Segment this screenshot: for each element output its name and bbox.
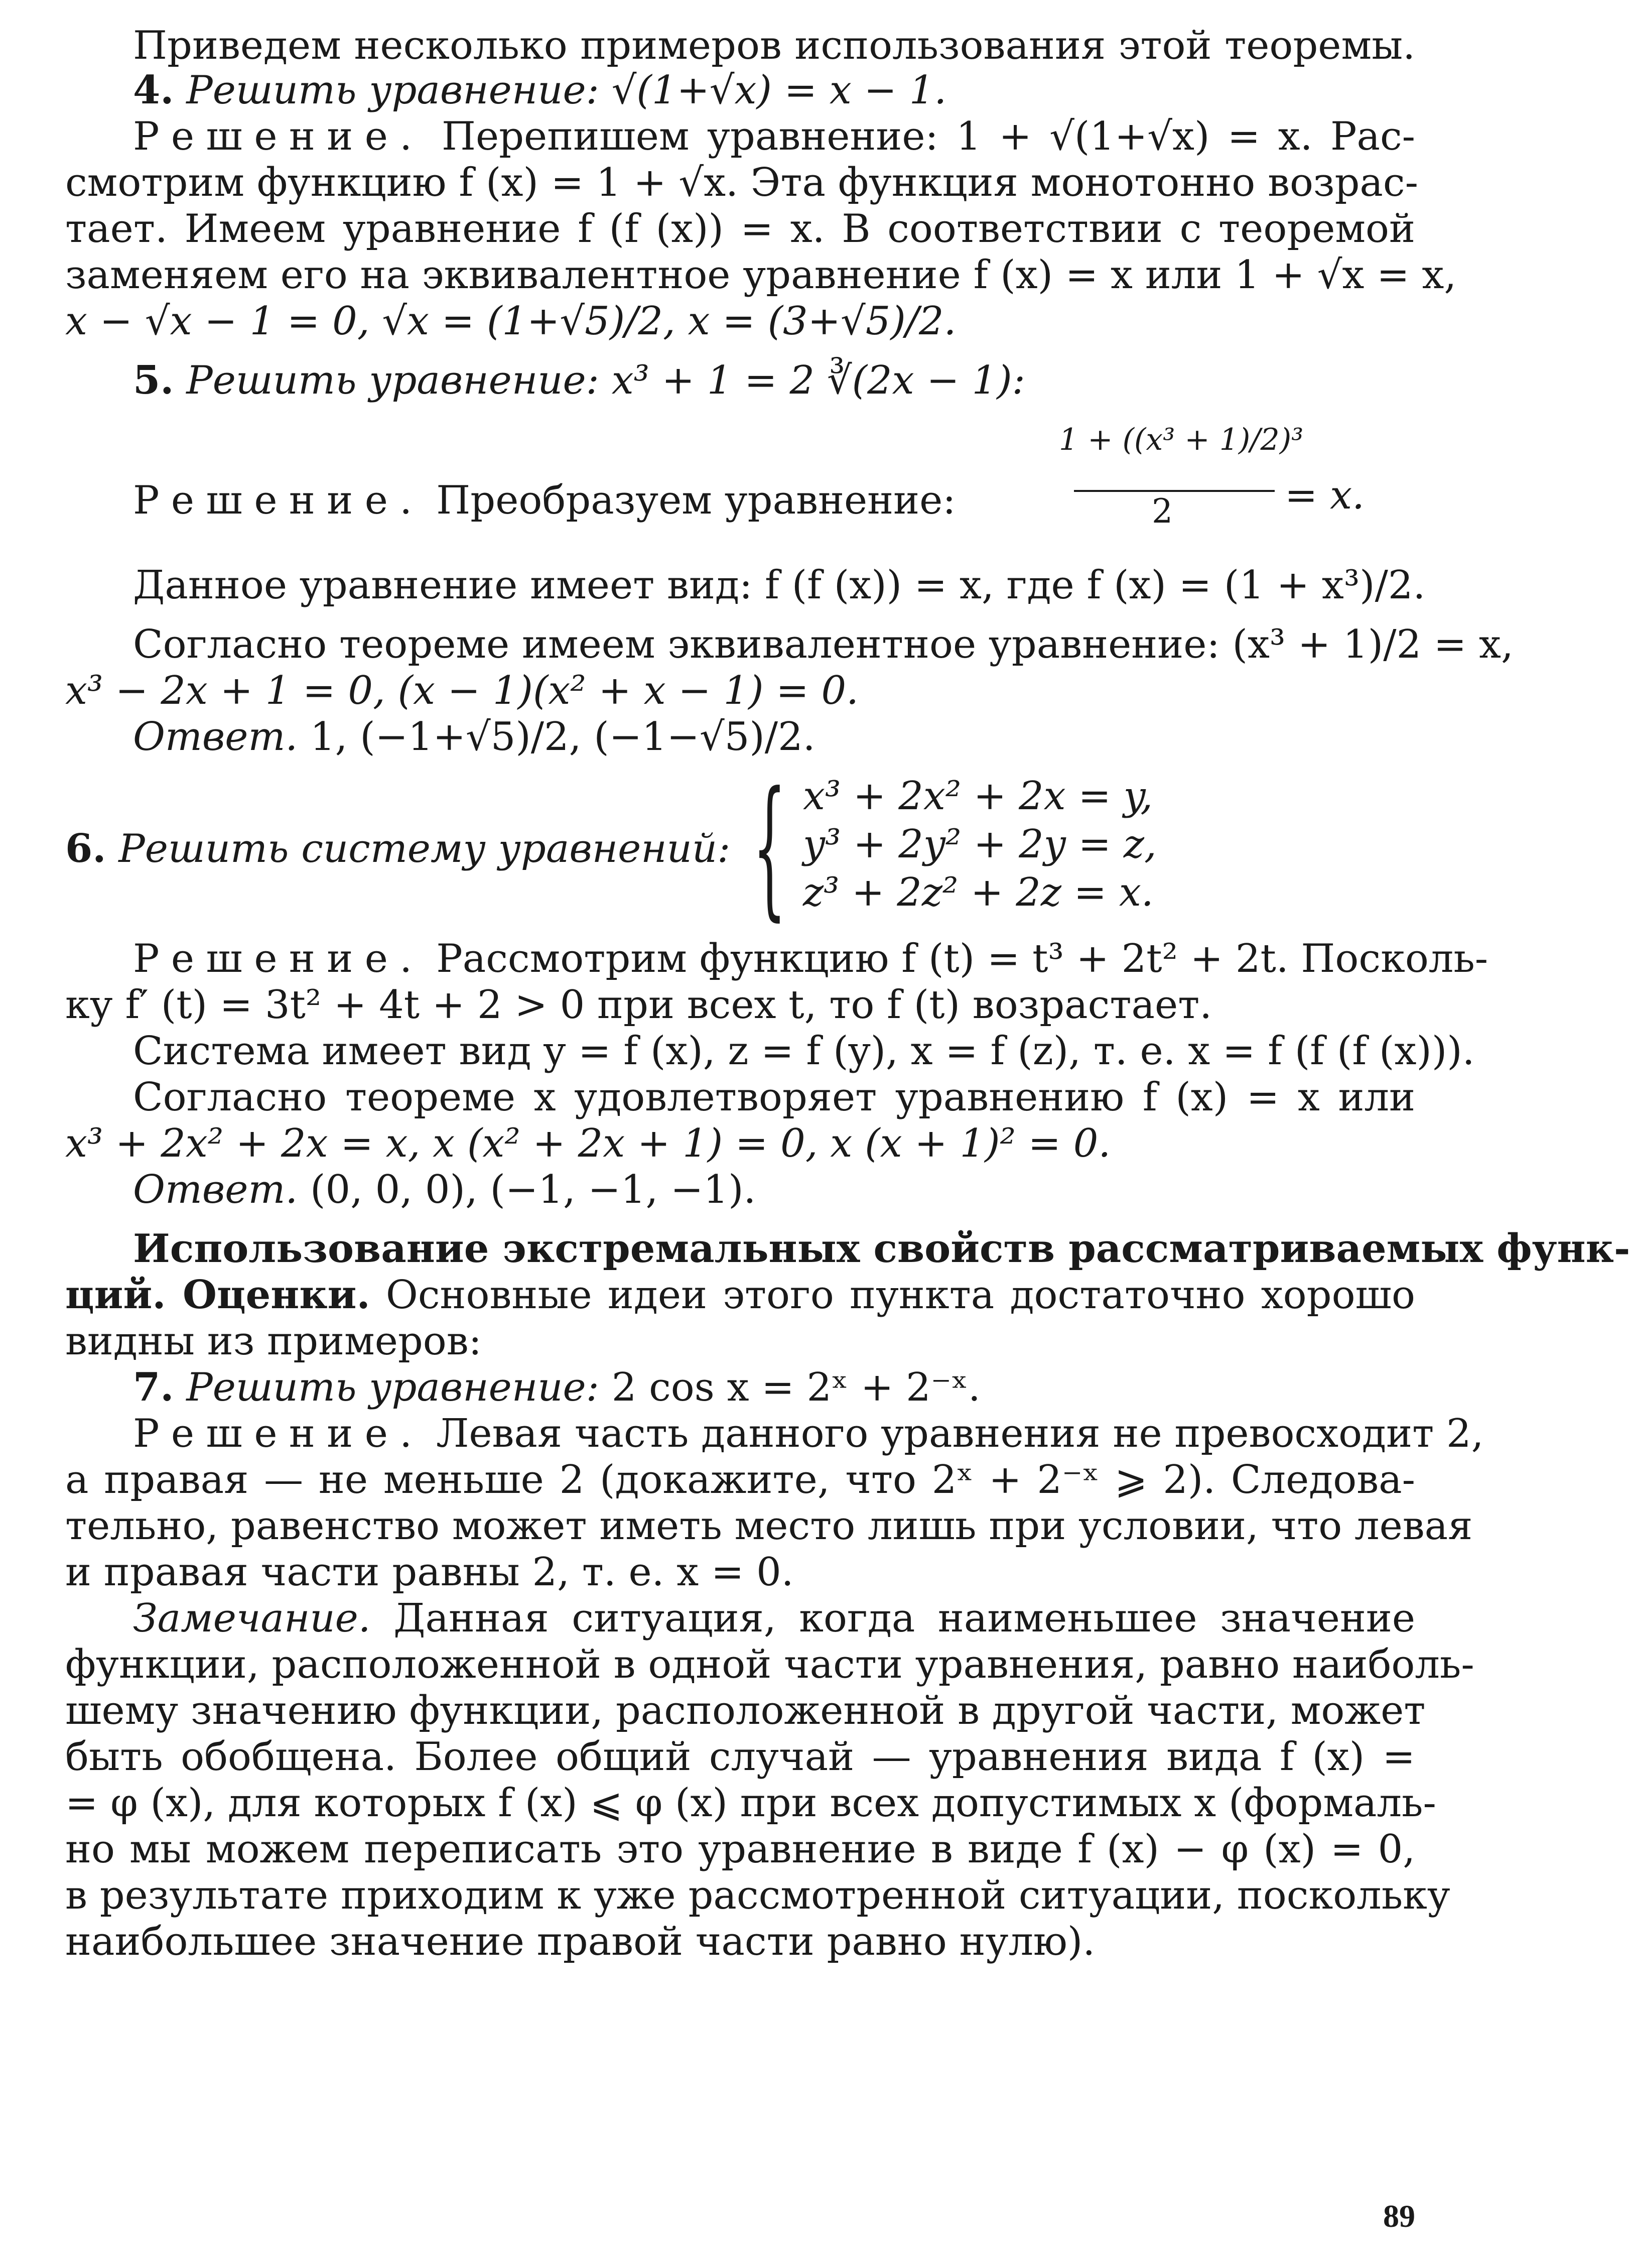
remark-line-3: шему значению функции, расположенной в другой части, может: [65, 1688, 1426, 1733]
section-heading-line-2: ций. Оценки. Основные идеи этого пункта достаточно хорошо: [65, 1272, 1416, 1318]
example-6-statement: [65, 760, 1415, 935]
example-7-solution-line-1: Решение. Левая часть данного уравнения не превосходит 2,: [133, 1411, 1484, 1456]
page-number: 89: [1383, 2198, 1415, 2234]
remark-line-7: в результате приходим к уже рассмотренной ситуации, поскольку: [65, 1873, 1450, 1918]
example-6-solution-line-4: Согласно теореме x удовлетворяет уравнению f (x) = x или: [133, 1075, 1415, 1120]
section-heading-line-1: Использование экстремальных свойств рассматриваемых функ-: [133, 1226, 1630, 1272]
remark-line-2: функции, расположенной в одной части уравнения, равно наиболь-: [65, 1642, 1474, 1687]
example-6-solution-line-5: x³ + 2x² + 2x = x, x (x² + 2x + 1) = 0, x (x + 1)² = 0.: [65, 1121, 1111, 1166]
example-6-answer: Ответ. (0, 0, 0), (−1, −1, −1).: [133, 1167, 756, 1212]
section-heading-line-3: видны из примеров:: [65, 1319, 482, 1364]
system-equation-2: y³ + 2y² + 2y = z,: [803, 822, 1157, 867]
example-5-transformed-equation: [65, 419, 1415, 549]
example-4-solution-line-1: Решение. Перепишем уравнение: 1 + √(1+√x) = x. Рас-: [133, 114, 1416, 159]
remark-line-6: но мы можем переписать это уравнение в виде f (x) − φ (x) = 0,: [65, 1827, 1415, 1872]
fraction-denominator: 2: [1152, 492, 1173, 531]
example-4-solution-line-4: заменяем его на эквивалентное уравнение f (x) = x или 1 + √x = x,: [65, 253, 1457, 298]
remark-line-8: наибольшее значение правой части равно нулю).: [65, 1919, 1096, 1964]
intro-line: Приведем несколько примеров использования этой теоремы.: [133, 23, 1415, 68]
system-equation-1: x³ + 2x² + 2x = y,: [803, 774, 1153, 819]
example-6-solution-line-2: ку f′ (t) = 3t² + 4t + 2 > 0 при всех t, то f (t) возрастает.: [65, 982, 1212, 1028]
example-5-statement: 5. Решить уравнение: x³ + 1 = 2 ∛(2x − 1):: [133, 357, 1025, 403]
example-5-answer: Ответ. 1, (−1+√5)/2, (−1−√5)/2.: [133, 714, 816, 760]
system-brace: {: [753, 760, 786, 935]
remark-line-1: Замечание. Данная ситуация, когда наименьшее значение: [133, 1596, 1416, 1641]
example-7-solution-line-2: а правая — не меньше 2 (докажите, что 2ˣ + 2⁻ˣ ⩾ 2). Следова-: [65, 1457, 1415, 1502]
example-7-solution-line-4: и правая части равны 2, т. е. x = 0.: [65, 1550, 794, 1595]
system-equation-3: z³ + 2z² + 2z = x.: [803, 870, 1154, 915]
fraction-bar: [1074, 490, 1275, 492]
example-5-line-factor: x³ − 2x + 1 = 0, (x − 1)(x² + x − 1) = 0.: [65, 668, 859, 713]
system-equations: [803, 772, 1157, 917]
example-5-line-form: Данное уравнение имеет вид: f (f (x)) = x, где f (x) = (1 + x³)/2.: [133, 563, 1426, 608]
example-7-statement: 7. Решить уравнение: 2 cos x = 2ˣ + 2⁻ˣ.: [133, 1364, 981, 1410]
example-5-solution-label: Решение. Преобразуем уравнение:: [133, 478, 956, 523]
remark-line-5: = φ (x), для которых f (x) ⩽ φ (x) при всех допустимых x (формаль-: [65, 1781, 1436, 1826]
example-6-solution-line-1: Решение. Рассмотрим функцию f (t) = t³ + 2t² + 2t. Посколь-: [133, 936, 1488, 981]
remark-line-4: быть обобщена. Более общий случай — уравнения вида f (x) =: [65, 1734, 1415, 1780]
example-4-solution-line-5: x − √x − 1 = 0, √x = (1+√5)/2, x = (3+√5)/2.: [65, 299, 957, 344]
fraction-numerator: 1 + ((x³ + 1)/2)³: [1059, 422, 1304, 457]
example-6-solution-line-3: Система имеет вид y = f (x), z = f (y), x = f (z), т. е. x = f (f (f (x))).: [133, 1029, 1475, 1074]
example-4-solution-line-3: тает. Имеем уравнение f (f (x)) = x. В соответствии с теоремой: [65, 206, 1415, 251]
example-6-label: 6. Решить систему уравнений:: [65, 826, 731, 871]
example-5-line-equivalent: Согласно теореме имеем эквивалентное уравнение: (x³ + 1)/2 = x,: [133, 622, 1514, 667]
example-4-solution-line-2: смотрим функцию f (x) = 1 + √x. Эта функция монотонно возрас-: [65, 160, 1418, 205]
fraction-rhs: = x.: [1285, 473, 1365, 518]
example-4-statement: 4. Решить уравнение: √(1+√x) = x − 1.: [133, 67, 947, 113]
example-7-solution-line-3: тельно, равенство может иметь место лишь при условии, что левая: [65, 1503, 1473, 1549]
